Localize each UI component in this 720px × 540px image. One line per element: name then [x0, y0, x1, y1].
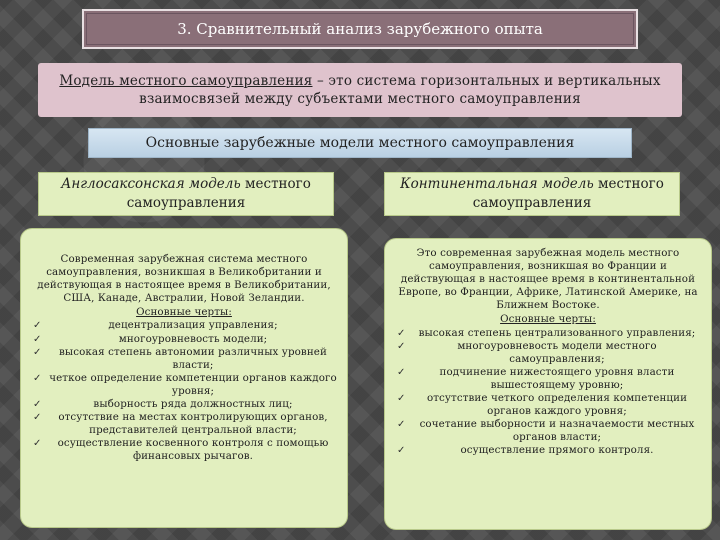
- list-item: [395, 366, 701, 392]
- continental-model-kind: Континентальная модель: [400, 176, 594, 192]
- continental-intro: Это современная зарубежная модель местного самоуправления, возникшая во Франции и действующая в настоящее время в континентальной Европе, во Франции, Африке, Латинской Америке, на Ближнем Востоке.: [398, 247, 698, 312]
- feature-text: отсутствие четкого определения компетенции органов каждого уровня;: [426, 392, 688, 418]
- feature-text: многоуровневость модели;: [118, 332, 268, 345]
- checkmark-icon: ✓: [397, 419, 406, 431]
- feature-text: сочетание выборности и назначаемости местных органов власти;: [419, 418, 695, 444]
- continental-features-heading: Основные черты:: [500, 313, 596, 326]
- checkmark-icon: ✓: [33, 333, 42, 345]
- anglo-saxon-model-kind: Англосаксонская модель: [61, 176, 241, 192]
- list-item: [31, 319, 337, 332]
- feature-text: осуществление косвенного контроля с помощью финансовых рычагов.: [57, 437, 329, 463]
- checkmark-icon: ✓: [33, 346, 42, 358]
- definition-term: Модель местного самоуправления: [59, 73, 313, 89]
- anglo-saxon-model-title: [38, 172, 334, 216]
- list-item: [31, 346, 337, 372]
- checkmark-icon: ✓: [33, 438, 42, 450]
- feature-text: четкое определение компетенции органов каждого уровня;: [49, 371, 337, 397]
- definition-box: [38, 63, 682, 117]
- checkmark-icon: ✓: [33, 372, 42, 384]
- list-item: [31, 437, 337, 463]
- anglo-saxon-features-list: [31, 319, 337, 463]
- checkmark-icon: ✓: [397, 327, 406, 339]
- checkmark-icon: ✓: [397, 393, 406, 405]
- definition-text: – это система горизонтальных и вертикальных взаимосвязей между субъектами местного самоуправления: [139, 73, 661, 107]
- checkmark-icon: ✓: [33, 399, 42, 411]
- list-item: [395, 444, 701, 457]
- anglo-saxon-model-rest: местного самоуправления: [126, 176, 311, 211]
- list-item: [31, 411, 337, 437]
- list-item: [31, 398, 337, 411]
- feature-text: многоуровневость модели местного самоуправления;: [457, 339, 657, 365]
- checkmark-icon: ✓: [33, 412, 42, 424]
- checkmark-icon: ✓: [397, 445, 406, 457]
- models-header: Основные зарубежные модели местного самоуправления: [88, 128, 632, 158]
- feature-text: выборность ряда должностных лиц;: [93, 398, 293, 411]
- anglo-saxon-features-heading: Основные черты:: [136, 306, 232, 319]
- continental-model-rest: местного самоуправления: [472, 176, 664, 211]
- checkmark-icon: ✓: [33, 320, 42, 332]
- list-item: [395, 327, 701, 340]
- feature-text: подчинение нижестоящего уровня власти вышестоящему уровню;: [439, 365, 675, 391]
- list-item: [395, 340, 701, 366]
- slide-title: 3. Сравнительный анализ зарубежного опыта: [82, 9, 638, 49]
- feature-text: децентрализация управления;: [108, 319, 278, 332]
- anglo-saxon-model-panel: [20, 228, 348, 528]
- checkmark-icon: ✓: [397, 366, 406, 378]
- continental-model-panel: [384, 238, 712, 530]
- anglo-saxon-intro: Современная зарубежная система местного самоуправления, возникшая в Великобритании и действующая в настоящее время в Великобритании, США, Канаде, Австралии, Новой Зеландии.: [37, 253, 331, 305]
- continental-model-title: [384, 172, 680, 216]
- checkmark-icon: ✓: [397, 340, 406, 352]
- list-item: [395, 418, 701, 444]
- list-item: [395, 392, 701, 418]
- list-item: [31, 372, 337, 398]
- feature-text: осуществление прямого контроля.: [460, 444, 654, 457]
- list-item: [31, 333, 337, 346]
- continental-features-list: [395, 327, 701, 458]
- feature-text: высокая степень автономии различных уровней власти;: [59, 345, 327, 371]
- feature-text: высокая степень централизованного управления;: [418, 326, 696, 339]
- feature-text: отсутствие на местах контролирующих органов, представителей центральной власти;: [58, 411, 328, 437]
